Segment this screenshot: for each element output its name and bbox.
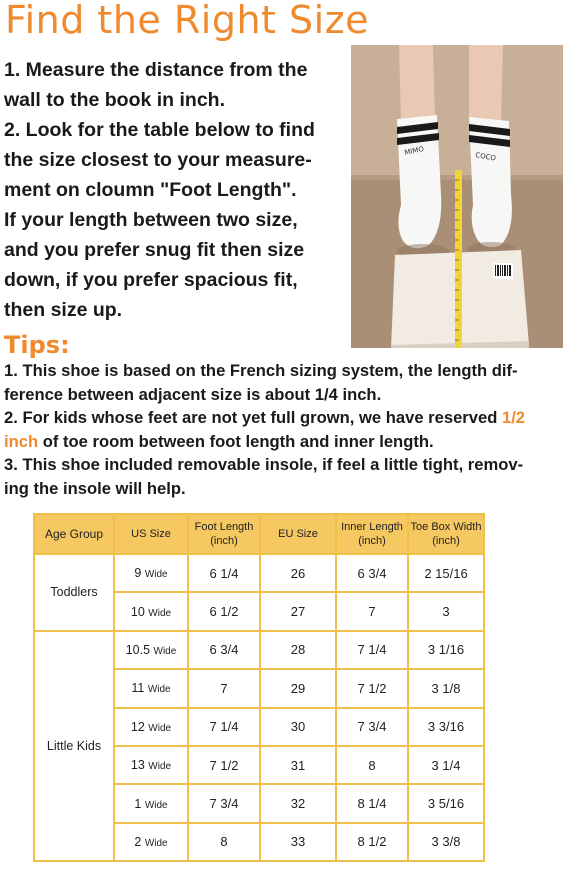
toe-room-unit-highlight: inch (4, 431, 39, 451)
sock-print-right: COCO (474, 151, 497, 163)
instruction-line: and you prefer snug fit then size (4, 239, 305, 261)
tip-line (4, 406, 564, 430)
instruction-line: 2. Look for the table below to find (4, 119, 315, 141)
inner-length-cell: 7 1/4 (336, 631, 408, 669)
toe-box-cell: 3 3/16 (408, 708, 484, 746)
table-row (34, 554, 484, 592)
toe-box-cell: 3 (408, 592, 484, 630)
feet-measuring-illustration (351, 45, 563, 348)
header-foot-length: Foot Length (inch) (188, 514, 260, 554)
us-size-cell: 2 Wide (114, 823, 188, 861)
tip-line: 3. This shoe included removable insole, if feel a little tight, remov- (4, 455, 524, 474)
eu-size-cell: 27 (260, 592, 336, 630)
eu-size-cell: 32 (260, 784, 336, 822)
measure-instructions (4, 55, 339, 325)
measurement-photo (351, 45, 563, 348)
tip-line: ference between adjacent size is about 1/4 inch. (4, 384, 382, 404)
inner-length-cell: 8 1/2 (336, 823, 408, 861)
us-size-cell: 12 Wide (114, 708, 188, 746)
foot-length-cell: 7 1/2 (188, 746, 260, 784)
eu-size-cell: 28 (260, 631, 336, 669)
toe-box-cell: 3 1/4 (408, 746, 484, 784)
foot-length-cell: 7 (188, 669, 260, 707)
us-size-cell: 13 Wide (114, 746, 188, 784)
tip-line (4, 430, 564, 454)
inner-length-cell: 6 3/4 (336, 554, 408, 592)
table-header-row (34, 514, 484, 554)
toe-box-cell: 3 1/8 (408, 669, 484, 707)
inner-length-cell: 8 (336, 746, 408, 784)
foot-length-cell: 6 3/4 (188, 631, 260, 669)
instruction-line: down, if you prefer spacious fit, (4, 269, 298, 291)
eu-size-cell: 31 (260, 746, 336, 784)
toe-room-highlight: 1/2 (501, 408, 526, 427)
foot-length-cell: 6 1/2 (188, 592, 260, 630)
eu-size-cell: 30 (260, 708, 336, 746)
us-size-cell: 11 Wide (114, 669, 188, 707)
foot-length-cell: 7 1/4 (188, 708, 260, 746)
instruction-line: 1. Measure the distance from the (4, 59, 308, 81)
tips-list (4, 359, 564, 500)
instruction-line: then size up. (4, 299, 123, 321)
inner-length-cell: 8 1/4 (336, 784, 408, 822)
foot-length-cell: 7 3/4 (188, 784, 260, 822)
tip-line: ing the insole will help. (4, 478, 186, 498)
instruction-line: ment on cloumn "Foot Length". (4, 179, 297, 201)
foot-length-cell: 8 (188, 823, 260, 861)
header-age-group: Age Group (34, 514, 114, 554)
eu-size-cell: 26 (260, 554, 336, 592)
eu-size-cell: 29 (260, 669, 336, 707)
foot-length-cell: 6 1/4 (188, 554, 260, 592)
header-eu-size: EU Size (260, 514, 336, 554)
instruction-line: If your length between two size, (4, 209, 298, 231)
age-group-toddlers: Toddlers (34, 554, 114, 631)
instruction-line: the size closest to your measure- (4, 149, 312, 171)
header-us-size: US Size (114, 514, 188, 554)
tip-text: of toe room between foot length and inner length. (38, 431, 434, 451)
inner-length-cell: 7 3/4 (336, 708, 408, 746)
age-group-little-kids: Little Kids (34, 631, 114, 861)
toe-box-cell: 3 1/16 (408, 631, 484, 669)
tip-text: 2. For kids whose feet are not yet full grown, we have reserved (4, 408, 502, 427)
us-size-cell: 10.5 Wide (114, 631, 188, 669)
sock-print-left: MIMO (403, 145, 425, 157)
toe-box-cell: 3 5/16 (408, 784, 484, 822)
toe-box-cell: 3 3/8 (408, 823, 484, 861)
eu-size-cell: 33 (260, 823, 336, 861)
instruction-line: wall to the book in inch. (4, 89, 226, 111)
us-size-cell: 1 Wide (114, 784, 188, 822)
inner-length-cell: 7 1/2 (336, 669, 408, 707)
table-row (34, 631, 484, 669)
size-chart-table (33, 513, 485, 862)
page-title: Find the Right Size (5, 0, 370, 42)
header-toe-box-width: Toe Box Width (inch) (408, 514, 484, 554)
us-size-cell: 10 Wide (114, 592, 188, 630)
toe-box-cell: 2 15/16 (408, 554, 484, 592)
inner-length-cell: 7 (336, 592, 408, 630)
tips-heading: Tips: (4, 331, 70, 359)
header-inner-length: Inner Length (inch) (336, 514, 408, 554)
us-size-cell: 9 Wide (114, 554, 188, 592)
tip-line: 1. This shoe is based on the French sizing system, the length dif- (4, 361, 518, 380)
